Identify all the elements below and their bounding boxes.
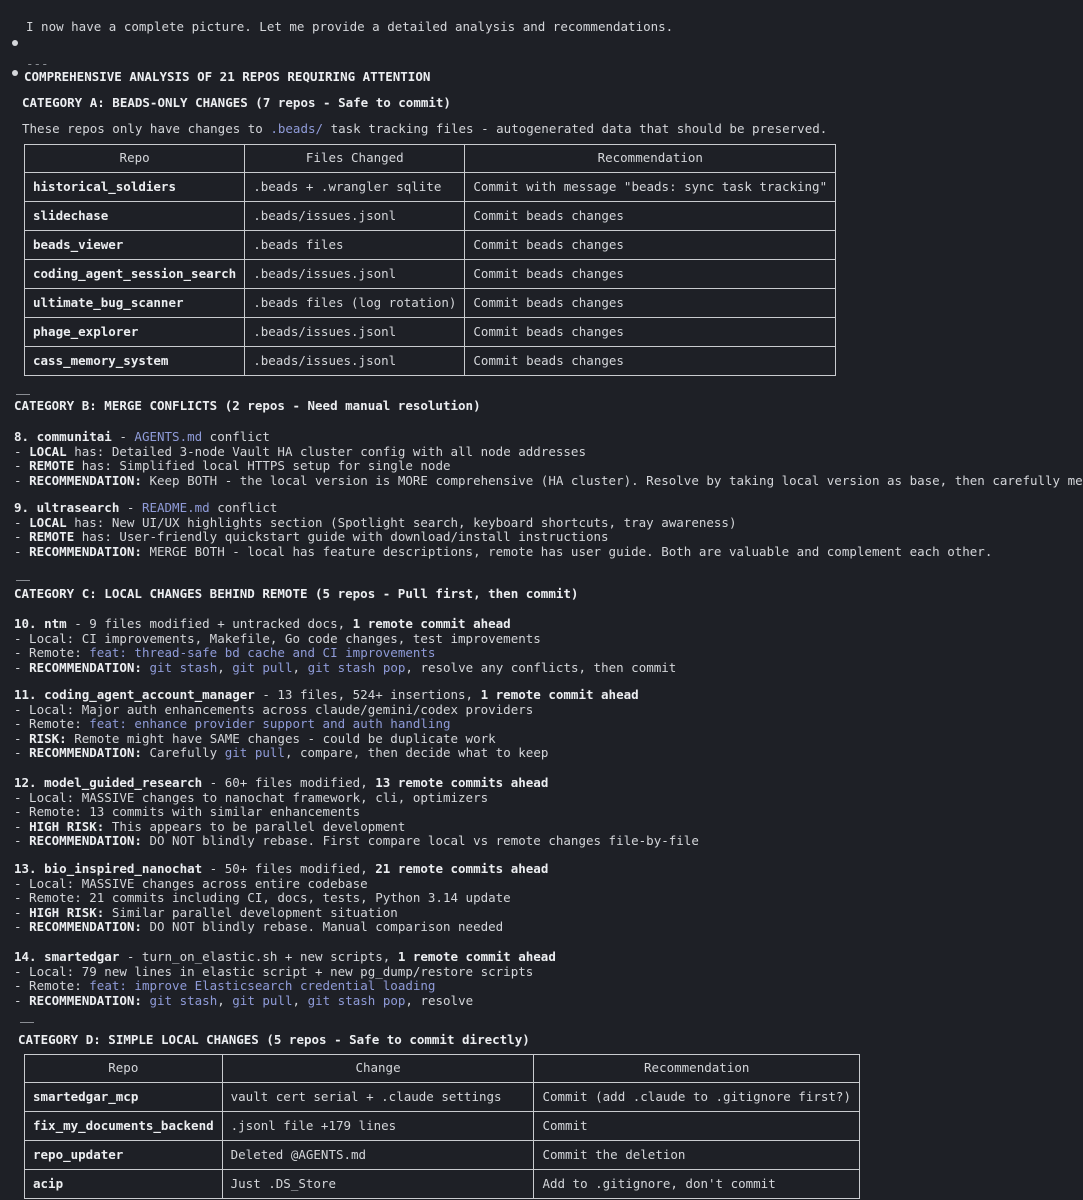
conflict-text: conflict [209, 500, 278, 515]
bullet-icon [12, 40, 18, 46]
divider [16, 580, 30, 581]
recommendation-cell: Commit beads changes [465, 231, 836, 260]
repo-heading: 8. communitai [14, 429, 112, 444]
remote-label: REMOTE [29, 458, 75, 473]
repo-cell: smartedgar_mcp [25, 1083, 223, 1112]
change-cell: Just .DS_Store [222, 1170, 534, 1199]
git-command: git stash pop [307, 992, 406, 1008]
readme-md-link: README.md [141, 500, 210, 515]
local-line: - Local: 79 new lines in elastic script + new pg_dump/restore scripts [14, 963, 534, 979]
recommendation-label: RECOMMENDATION: [29, 543, 142, 559]
change-cell: vault cert serial + .claude settings [222, 1083, 534, 1112]
separator: --- [26, 56, 49, 71]
table-row [25, 1112, 860, 1141]
category-c-title: CATEGORY C: LOCAL CHANGES BEHIND REMOTE (5 repos - Pull first, then commit) [14, 586, 579, 601]
repo-heading: 14. smartedgar [14, 949, 120, 964]
recommendation-cell: Commit beads changes [465, 318, 836, 347]
repo-cell: historical_soldiers [25, 173, 245, 202]
files-cell: .beads + .wrangler sqlite [245, 173, 465, 202]
table-header-row [25, 145, 836, 173]
remote-text: - Remote: [14, 645, 90, 660]
git-command: git stash [149, 659, 218, 675]
files-cell: .beads files [245, 231, 465, 260]
recommendation-text: , [217, 659, 233, 675]
files-cell: .beads/issues.jsonl [245, 202, 465, 231]
repo-cell: coding_agent_session_search [25, 260, 245, 289]
local-line: - Local: Major auth enhancements across claude/gemini/codex providers [14, 701, 534, 717]
commit-message-link: feat: enhance provider support and auth handling [89, 716, 451, 731]
behind-remote-item: 13. bio_inspired_nanochat - 50+ files modified, 21 remote commits ahead - Local: MASSIVE changes across entire codebase - Remote: 21 commits including CI, docs, tests, Python 3.14 update - HIGH RISK: Similar parallel development situation - RECOMMENDATION: DO NOT blindly rebase. Manual comparison needed [14, 861, 549, 934]
repo-heading: 13. bio_inspired_nanochat [14, 861, 203, 876]
recommendation-label: RECOMMENDATION: [29, 833, 142, 848]
risk-label: RISK: [29, 730, 67, 746]
recommendation-cell: Commit beads changes [465, 260, 836, 289]
intro-text: I now have a complete picture. Let me provide a detailed analysis and recommendations. [26, 19, 674, 34]
column-header: Repo [25, 145, 245, 173]
repo-cell: acip [25, 1170, 223, 1199]
category-a-table [24, 144, 836, 376]
status-text: - 13 files, 524+ insertions, [254, 687, 481, 702]
recommendation-text: DO NOT blindly rebase. Manual comparison needed [141, 919, 504, 934]
beads-path-link: .beads/ [270, 121, 324, 136]
recommendation-text: , [292, 992, 308, 1008]
risk-text: This appears to be parallel development [104, 818, 406, 834]
behind-remote-item: 10. ntm - 9 files modified + untracked docs, 1 remote commit ahead - Local: CI improvements, Makefile, Go code changes, test improvements - Remote: feat: thread-safe bd cache and CI improvements - RECOMMENDATION: git stash, git pull, git stash pop, resolve any conflicts, then commit [14, 616, 677, 675]
repo-heading: 9. ultrasearch [14, 500, 120, 515]
category-d-title: CATEGORY D: SIMPLE LOCAL CHANGES (5 repos - Safe to commit directly) [18, 1032, 530, 1047]
category-a-desc [22, 122, 827, 137]
column-header: Recommendation [465, 145, 836, 173]
conflict-item: 8. communitai - AGENTS.md conflict - LOCAL has: Detailed 3-node Vault HA cluster config with all node addresses - REMOTE has: Simplified local HTTPS setup for single node - RECOMMENDATION: Keep BOTH - the local version is MORE comprehensive (HA cluster). Resolve by taking local version as base, then carefully me [14, 429, 1083, 488]
remote-text: - Remote: 13 commits with similar enhancements [14, 804, 361, 819]
table-row [25, 1170, 860, 1199]
table-row [25, 1141, 860, 1170]
risk-text: Similar parallel development situation [104, 904, 398, 920]
remote-text: has: Simplified local HTTPS setup for single node [74, 458, 451, 473]
table-row [25, 347, 836, 376]
repo-heading: 12. model_guided_research [14, 775, 203, 790]
files-cell: .beads files (log rotation) [245, 289, 465, 318]
table-row [25, 173, 836, 202]
git-command: git pull [232, 992, 293, 1008]
table-row [25, 1083, 860, 1112]
recommendation-label: RECOMMENDATION: [29, 472, 142, 488]
repo-cell: beads_viewer [25, 231, 245, 260]
table-row [25, 202, 836, 231]
recommendation-cell: Commit beads changes [465, 347, 836, 376]
recommendation-text: , [217, 992, 233, 1008]
commits-ahead-text: 1 remote commit ahead [480, 687, 639, 702]
git-command: git pull [232, 659, 293, 675]
repo-cell: ultimate_bug_scanner [25, 289, 245, 318]
desc-text: These repos only have changes to [22, 121, 271, 136]
recommendation-cell: Add to .gitignore, don't commit [534, 1170, 860, 1199]
recommendation-text: , [292, 659, 308, 675]
table-row [25, 231, 836, 260]
local-text: has: New UI/UX highlights section (Spotlight search, keyboard shortcuts, tray awareness) [66, 514, 737, 530]
local-label: LOCAL [29, 514, 67, 530]
recommendation-label: RECOMMENDATION: [29, 919, 142, 934]
remote-text: has: User-friendly quickstart guide with download/install instructions [74, 529, 609, 544]
status-text: - 60+ files modified, [202, 775, 376, 790]
conflict-item: 9. ultrasearch - README.md conflict - LOCAL has: New UI/UX highlights section (Spotlight search, keyboard shortcuts, tray awareness) - REMOTE has: User-friendly quickstart guide with download/install instructions - RECOMMENDATION: MERGE BOTH - local has feature descriptions, remote has user guide. Both are valuable and complement each other. [14, 500, 993, 559]
commits-ahead-text: 13 remote commits ahead [375, 775, 549, 790]
main-title: COMPREHENSIVE ANALYSIS OF 21 REPOS REQUIRING ATTENTION [24, 69, 431, 84]
category-b-title: CATEGORY B: MERGE CONFLICTS (2 repos - Need manual resolution) [14, 398, 481, 413]
local-text: has: Detailed 3-node Vault HA cluster config with all node addresses [66, 443, 586, 459]
repo-heading: 10. ntm [14, 616, 67, 631]
table-row [25, 318, 836, 347]
recommendation-text: Carefully [141, 745, 225, 760]
repo-cell: cass_memory_system [25, 347, 245, 376]
recommendation-text: Keep BOTH - the local version is MORE comprehensive (HA cluster). Resolve by taking local version as base, then carefully me [141, 472, 1083, 488]
divider [20, 1022, 34, 1023]
conflict-text: conflict [202, 429, 270, 444]
category-d-table [24, 1054, 860, 1199]
remote-label: REMOTE [29, 529, 75, 544]
status-text: - 9 files modified + untracked docs, [66, 616, 353, 631]
recommendation-cell: Commit [534, 1112, 860, 1141]
remote-text: - Remote: [14, 978, 90, 993]
recommendation-cell: Commit beads changes [465, 289, 836, 318]
table-header-row [25, 1055, 860, 1083]
table-row [25, 260, 836, 289]
behind-remote-item: 14. smartedgar - turn_on_elastic.sh + new scripts, 1 remote commit ahead - Local: 79 new lines in elastic script + new pg_dump/restore scripts - Remote: feat: improve Elasticsearch credential loading - RECOMMENDATION: git stash, git pull, git stash pop, resolve [14, 949, 556, 1008]
recommendation-text: , compare, then decide what to keep [284, 745, 549, 760]
files-cell: .beads/issues.jsonl [245, 318, 465, 347]
sep-text: - [119, 500, 142, 515]
local-line: - Local: MASSIVE changes across entire codebase [14, 875, 368, 891]
column-header: Repo [25, 1055, 223, 1083]
remote-text: - Remote: [14, 716, 90, 731]
recommendation-text: , resolve any conflicts, then commit [405, 659, 677, 675]
change-cell: .jsonl file +179 lines [222, 1112, 534, 1141]
commits-ahead-text: 1 remote commit ahead [397, 949, 556, 964]
recommendation-label: RECOMMENDATION: [29, 659, 142, 675]
status-text: - turn_on_elastic.sh + new scripts, [119, 949, 398, 964]
behind-remote-item: 12. model_guided_research - 60+ files modified, 13 remote commits ahead - Local: MASSIVE changes to nanochat framework, cli, optimizers - Remote: 13 commits with similar enhancements - HIGH RISK: This appears to be parallel development - RECOMMENDATION: DO NOT blindly rebase. First compare local vs remote changes file-by-file [14, 775, 699, 848]
risk-text: Remote might have SAME changes - could be duplicate work [66, 730, 496, 746]
table-row [25, 289, 836, 318]
risk-label: HIGH RISK: [29, 904, 105, 920]
recommendation-text: MERGE BOTH - local has feature descriptions, remote has user guide. Both are valuable and complement each other. [141, 543, 993, 559]
repo-cell: slidechase [25, 202, 245, 231]
git-command: git stash [149, 992, 218, 1008]
repo-cell: phage_explorer [25, 318, 245, 347]
divider [16, 394, 30, 395]
recommendation-cell: Commit with message "beads: sync task tracking" [465, 173, 836, 202]
recommendation-cell: Commit the deletion [534, 1141, 860, 1170]
repo-cell: fix_my_documents_backend [25, 1112, 223, 1141]
recommendation-text: DO NOT blindly rebase. First compare local vs remote changes file-by-file [141, 833, 699, 848]
local-line: - Local: MASSIVE changes to nanochat framework, cli, optimizers [14, 789, 489, 805]
recommendation-label: RECOMMENDATION: [29, 745, 142, 760]
sep-text: - [111, 429, 135, 444]
column-header: Files Changed [245, 145, 465, 173]
status-text: - 50+ files modified, [202, 861, 376, 876]
recommendation-cell: Commit beads changes [465, 202, 836, 231]
git-command: git pull [224, 745, 285, 760]
recommendation-text: , resolve [405, 992, 474, 1008]
risk-label: HIGH RISK: [29, 818, 105, 834]
agents-md-link: AGENTS.md [134, 429, 203, 444]
desc-text: task tracking files - autogenerated data that should be preserved. [323, 121, 828, 136]
repo-heading: 11. coding_agent_account_manager [14, 687, 255, 702]
commits-ahead-text: 21 remote commits ahead [375, 861, 549, 876]
commits-ahead-text: 1 remote commit ahead [352, 616, 511, 631]
files-cell: .beads/issues.jsonl [245, 347, 465, 376]
commit-message-link: feat: improve Elasticsearch credential loading [89, 978, 436, 993]
behind-remote-item: 11. coding_agent_account_manager - 13 files, 524+ insertions, 1 remote commit ahead - Local: Major auth enhancements across claude/gemini/codex providers - Remote: feat: enhance provider support and auth handling - RISK: Remote might have SAME changes - could be duplicate work - RECOMMENDATION: Carefully git pull, compare, then decide what to keep [14, 687, 639, 760]
column-header: Change [222, 1055, 534, 1083]
category-a-title: CATEGORY A: BEADS-ONLY CHANGES (7 repos - Safe to commit) [22, 95, 451, 110]
column-header: Recommendation [534, 1055, 860, 1083]
local-line: - Local: CI improvements, Makefile, Go code changes, test improvements [14, 630, 541, 646]
git-command: git stash pop [307, 659, 406, 675]
recommendation-cell: Commit (add .claude to .gitignore first?) [534, 1083, 860, 1112]
files-cell: .beads/issues.jsonl [245, 260, 465, 289]
repo-cell: repo_updater [25, 1141, 223, 1170]
local-label: LOCAL [29, 443, 67, 459]
change-cell: Deleted @AGENTS.md [222, 1141, 534, 1170]
recommendation-label: RECOMMENDATION: [29, 992, 142, 1008]
commit-message-link: feat: thread-safe bd cache and CI improvements [89, 645, 436, 660]
bullet-icon [12, 70, 18, 76]
remote-text: - Remote: 21 commits including CI, docs, tests, Python 3.14 update [14, 890, 511, 905]
